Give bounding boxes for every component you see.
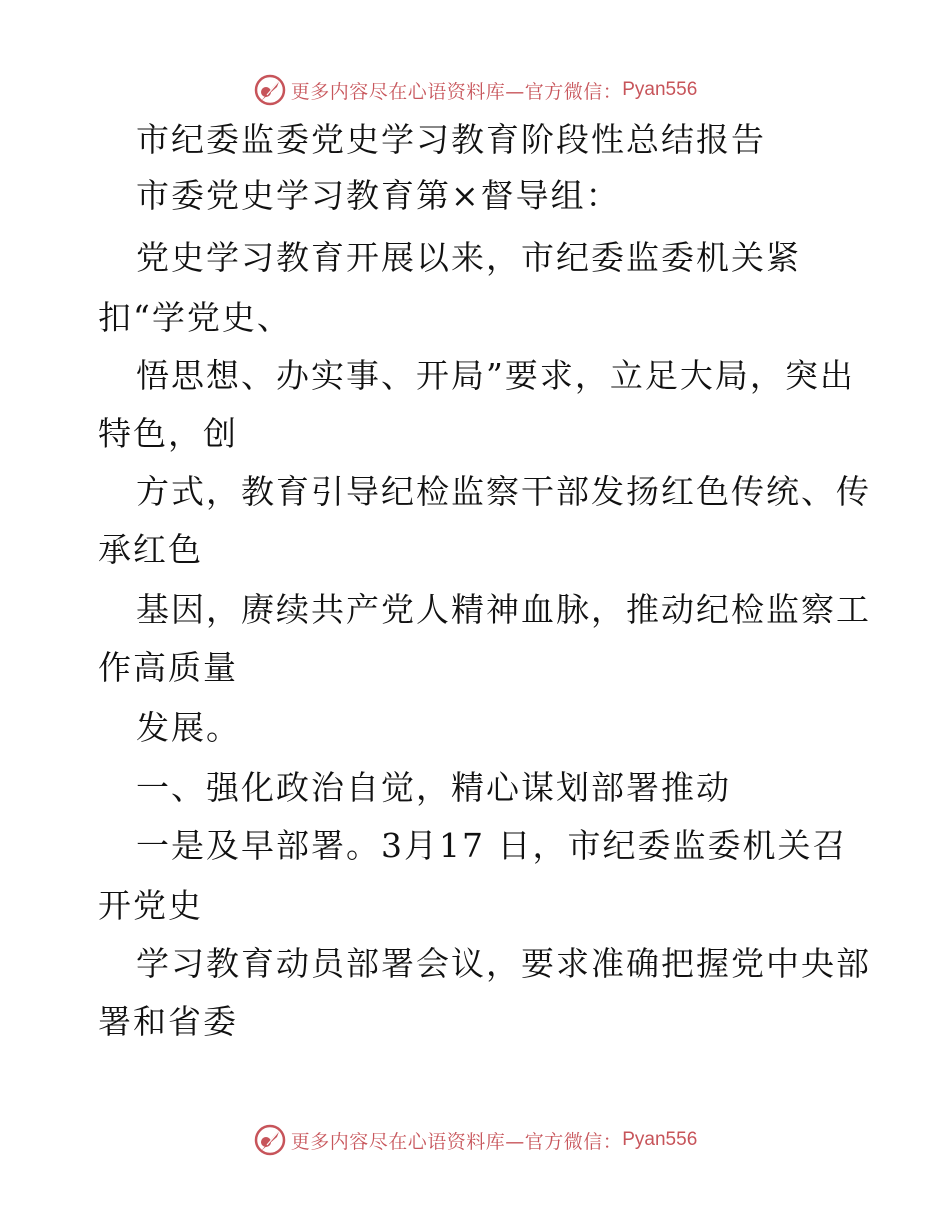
body-line: 署和省委 — [98, 1002, 238, 1041]
watermark-footer — [0, 1122, 950, 1158]
watermark-text: 更多内容尽在心语资料库—官方微信： — [290, 80, 623, 103]
document-addressee: 市委党史学习教育第×督导组： — [136, 176, 621, 215]
quill-logo-icon — [253, 73, 287, 107]
body-line: 扣“学党史、 — [98, 298, 292, 337]
body-line: 一是及早部署。3月17 日，市纪委监委机关召 — [136, 826, 848, 865]
watermark-text: 更多内容尽在心语资料库—官方微信： — [290, 1130, 623, 1153]
section-heading: 一、强化政治自觉，精心谋划部署推动 — [136, 768, 731, 807]
document-title: 市纪委监委党史学习教育阶段性总结报告 — [136, 120, 766, 159]
body-line: 特色，创 — [98, 414, 238, 453]
body-line: 基因，赓续共产党人精神血脉，推动纪检监察工 — [136, 590, 871, 629]
body-line: 方式，教育引导纪检监察干部发扬红色传统、传 — [136, 472, 871, 511]
body-line: 发展。 — [136, 708, 241, 747]
watermark-wechat-id: Pyan556 — [622, 79, 698, 100]
quill-logo-icon — [253, 1123, 287, 1157]
body-line: 学习教育动员部署会议，要求准确把握党中央部 — [136, 944, 871, 983]
body-line: 悟思想、办实事、开局”要求，立足大局，突出 — [136, 356, 855, 395]
watermark-wechat-id: Pyan556 — [622, 1129, 698, 1150]
body-line: 开党史 — [98, 886, 203, 925]
body-line: 党史学习教育开展以来，市纪委监委机关紧 — [136, 238, 801, 277]
body-line: 作高质量 — [98, 648, 238, 687]
body-line: 承红色 — [98, 530, 203, 569]
watermark-header — [0, 72, 950, 108]
